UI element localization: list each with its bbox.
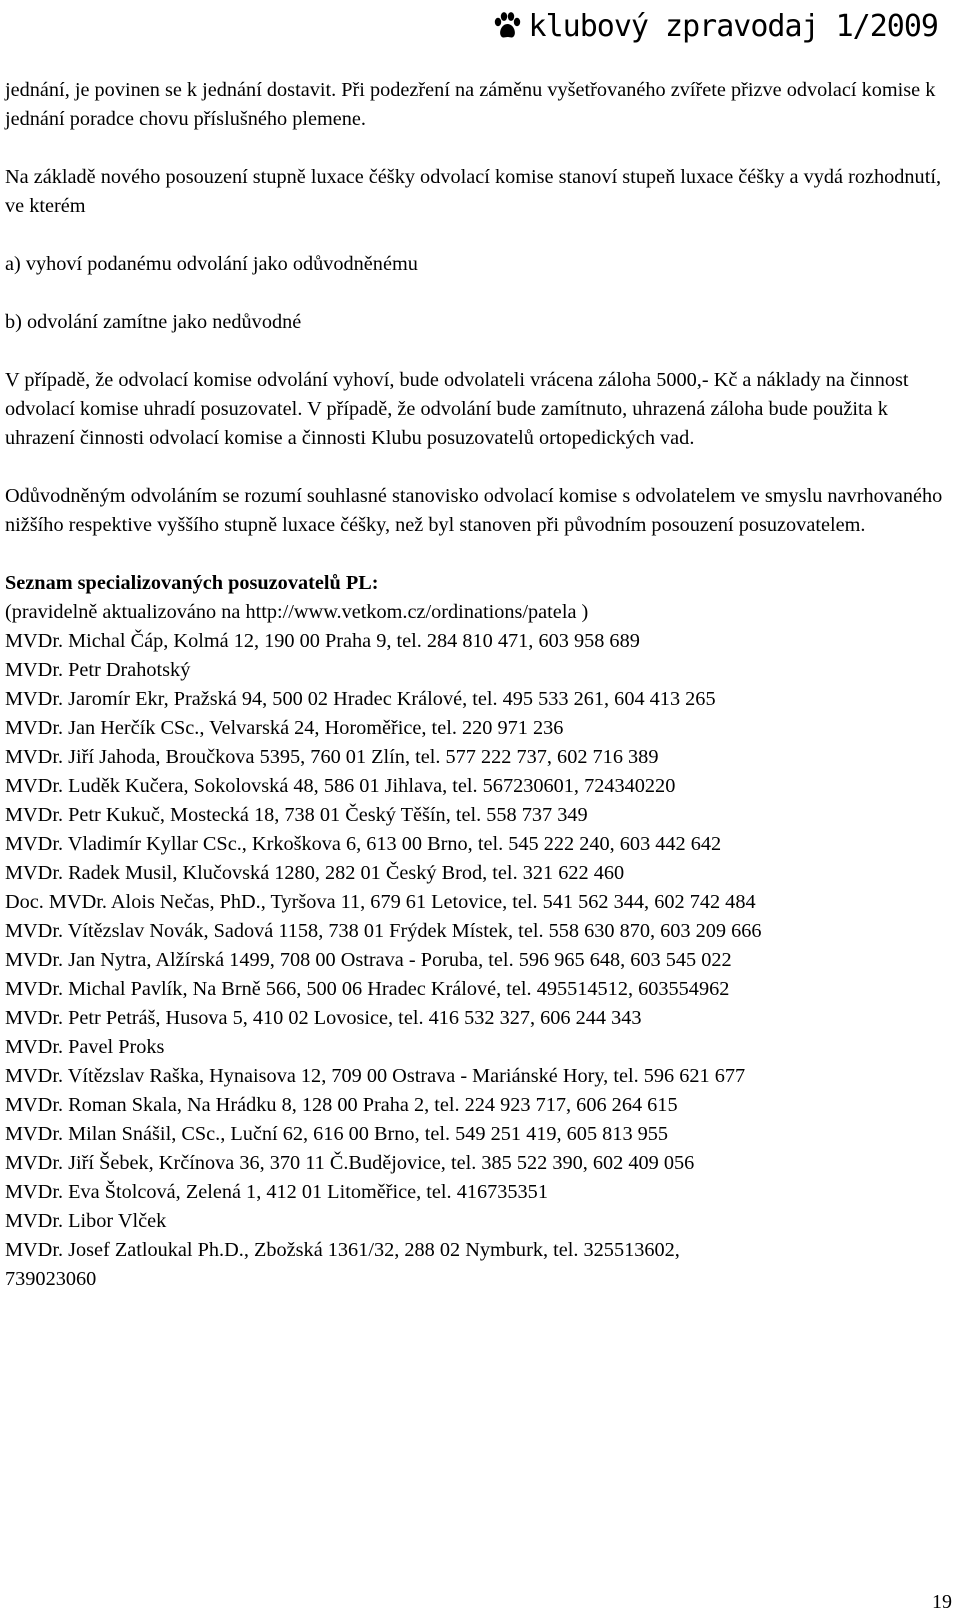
list-item: MVDr. Vladimír Kyllar CSc., Krkoškova 6, 613 00 Brno, tel. 545 222 240, 603 442 642	[5, 833, 722, 855]
list-item: MVDr. Jiří Jahoda, Broučkova 5395, 760 01 Zlín, tel. 577 222 737, 602 716 389	[5, 746, 659, 768]
list-item: MVDr. Petr Kukuč, Mostecká 18, 738 01 Český Těšín, tel. 558 737 349	[5, 804, 588, 826]
list-item: MVDr. Vítězslav Novák, Sadová 1158, 738 01 Frýdek Místek, tel. 558 630 870, 603 209 666	[5, 920, 762, 942]
list-item: Doc. MVDr. Alois Nečas, PhD., Tyršova 11, 679 61 Letovice, tel. 541 562 344, 602 742 484	[5, 891, 756, 913]
list-item: MVDr. Petr Petráš, Husova 5, 410 02 Lovosice, tel. 416 532 327, 606 244 343	[5, 1007, 642, 1029]
option-b: b) odvolání zamítne jako nedůvodné	[5, 311, 302, 333]
newsletter-header	[492, 4, 938, 48]
list-item: MVDr. Jan Herčík CSc., Velvarská 24, Horoměřice, tel. 220 971 236	[5, 717, 564, 739]
list-item: MVDr. Radek Musil, Klučovská 1280, 282 01 Český Brod, tel. 321 622 460	[5, 862, 625, 884]
paragraph-hearing: jednání, je povinen se k jednání dostavit. Při podezření na záměnu vyšetřovaného zvířete přizve odvolací komise k jednání poradce chovu příslušného plemene.	[5, 79, 936, 130]
paw-print-icon	[492, 11, 522, 41]
list-item: MVDr. Luděk Kučera, Sokolovská 48, 586 01 Jihlava, tel. 567230601, 724340220	[5, 775, 676, 797]
list-item: MVDr. Pavel Proks	[5, 1036, 165, 1058]
list-item: MVDr. Roman Skala, Na Hrádku 8, 128 00 Praha 2, tel. 224 923 717, 606 264 615	[5, 1094, 678, 1116]
list-item: MVDr. Michal Čáp, Kolmá 12, 190 00 Praha 9, tel. 284 810 471, 603 958 689	[5, 630, 640, 652]
option-a: a) vyhoví podanému odvolání jako odůvodněnému	[5, 253, 418, 275]
paragraph-reassessment: Na základě nového posouzení stupně luxace čéšky odvolací komise stanoví stupeň luxace čéšky a vydá rozhodnutí, ve kterém	[5, 166, 942, 217]
list-item: MVDr. Michal Pavlík, Na Brně 566, 500 06 Hradec Králové, tel. 495514512, 603554962	[5, 978, 730, 1000]
newsletter-title: klubový zpravodaj 1/2009	[528, 8, 938, 44]
page-content	[5, 76, 945, 1294]
list-item: MVDr. Jiří Šebek, Krčínova 36, 370 11 Č.Budějovice, tel. 385 522 390, 602 409 056	[5, 1152, 695, 1174]
list-item: MVDr. Libor Vlček	[5, 1210, 167, 1232]
paragraph-deposit: V případě, že odvolací komise odvolání vyhoví, bude odvolateli vrácena záloha 5000,- Kč a náklady na činnost odvolací komise uhradí posuzovatel. V případě, že odvolání bude zamítnuto, uhrazená záloha bude použita k uhrazení činnosti odvolací komise a činnosti Klubu posuzovatelů ortopedických vad.	[5, 369, 909, 449]
list-item: MVDr. Eva Štolcová, Zelená 1, 412 01 Litoměřice, tel. 416735351	[5, 1181, 548, 1203]
paragraph-definition: Odůvodněným odvoláním se rozumí souhlasné stanovisko odvolací komise s odvolatelem ve smyslu navrhovaného nižšího respektive vyššího stupně luxace čéšky, než byl stanoven při původním posouzení posuzovatelem.	[5, 485, 943, 536]
list-item: MVDr. Vítězslav Raška, Hynaisova 12, 709 00 Ostrava - Mariánské Hory, tel. 596 621 677	[5, 1065, 746, 1087]
page-number: 19	[932, 1591, 952, 1613]
examiner-list	[5, 627, 945, 1294]
examiner-list-note: (pravidelně aktualizováno na http://www.vetkom.cz/ordinations/patela )	[5, 601, 589, 623]
list-item: 739023060	[5, 1268, 97, 1290]
list-item: MVDr. Jaromír Ekr, Pražská 94, 500 02 Hradec Králové, tel. 495 533 261, 604 413 265	[5, 688, 716, 710]
list-item: MVDr. Milan Snášil, CSc., Luční 62, 616 00 Brno, tel. 549 251 419, 605 813 955	[5, 1123, 669, 1145]
list-item: MVDr. Petr Drahotský	[5, 659, 191, 681]
list-item: MVDr. Jan Nytra, Alžírská 1499, 708 00 Ostrava - Poruba, tel. 596 965 648, 603 545 022	[5, 949, 732, 971]
list-item: MVDr. Josef Zatloukal Ph.D., Zbožská 1361/32, 288 02 Nymburk, tel. 325513602,	[5, 1239, 680, 1261]
examiner-list-title: Seznam specializovaných posuzovatelů PL:	[5, 572, 379, 594]
